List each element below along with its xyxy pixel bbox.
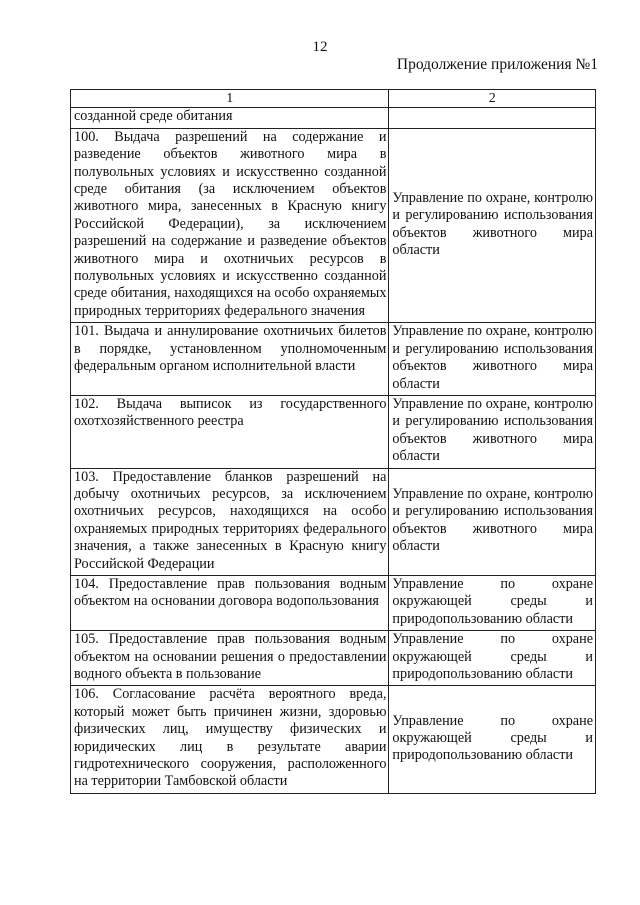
authority-cell: Управление по охране, контролю и регулированию использования объектов животного мира области: [389, 395, 596, 468]
service-cell: созданной среде обитания: [71, 108, 389, 128]
authority-cell: Управление по охране, контролю и регулированию использования объектов животного мира области: [389, 323, 596, 396]
table-row: [71, 631, 596, 686]
service-cell: 105. Предоставление прав пользования водным объектом на основании решения о предоставлении водного объекта в пользование: [71, 631, 389, 686]
service-cell: 100. Выдача разрешений на содержание и разведение объектов животного мира в полувольных условиях и искусственно созданной среде обитания (за исключением объектов животного мира, занесенных в Красную книгу Российской Федерации), за исключением разрешений на содержание и разведение объектов животного мира и охотничьих ресурсов в полувольных условиях и искусственно созданной среде обитания, находящихся на особо охраняемых природных территориях федерального значения: [71, 128, 389, 322]
service-cell: 101. Выдача и аннулирование охотничьих билетов в порядке, установленном уполномоченным федеральным органом исполнительной власти: [71, 323, 389, 396]
column-header-1: 1: [71, 90, 389, 108]
table-row: [71, 468, 596, 575]
authority-cell: Управление по охране окружающей среды и природопользованию области: [389, 575, 596, 630]
service-cell: 102. Выдача выписок из государственного охотхозяйственного реестра: [71, 395, 389, 468]
column-header-2: 2: [389, 90, 596, 108]
table-header-row: [71, 90, 596, 108]
authority-cell: Управление по охране, контролю и регулированию использования объектов животного мира области: [389, 468, 596, 575]
continuation-heading: Продолжение приложения №1: [396, 56, 598, 73]
authority-cell: [389, 108, 596, 128]
services-table: [70, 89, 596, 794]
page-number: 12: [312, 39, 328, 55]
service-cell: 103. Предоставление бланков разрешений на добычу охотничьих ресурсов, за исключением охотничьих ресурсов, находящихся на особо охраняемых природных территориях федерального значения, а также занесенных в Красную книгу Российской Федерации: [71, 468, 389, 575]
table-row: [71, 575, 596, 630]
table-row: [71, 323, 596, 396]
table-row: [71, 686, 596, 793]
table-row: [71, 395, 596, 468]
service-cell: 106. Согласование расчёта вероятного вреда, который может быть причинен жизни, здоровью физических лиц, имуществу физических и юридических лиц в результате аварии гидротехнического сооружения, расположенного на территории Тамбовской области: [71, 686, 389, 793]
authority-cell: Управление по охране окружающей среды и природопользованию области: [389, 686, 596, 793]
authority-cell: Управление по охране, контролю и регулированию использования объектов животного мира области: [389, 128, 596, 322]
authority-cell: Управление по охране окружающей среды и природопользованию области: [389, 631, 596, 686]
table-row: [71, 128, 596, 322]
service-cell: 104. Предоставление прав пользования водным объектом на основании договора водопользования: [71, 575, 389, 630]
table-row: [71, 108, 596, 128]
